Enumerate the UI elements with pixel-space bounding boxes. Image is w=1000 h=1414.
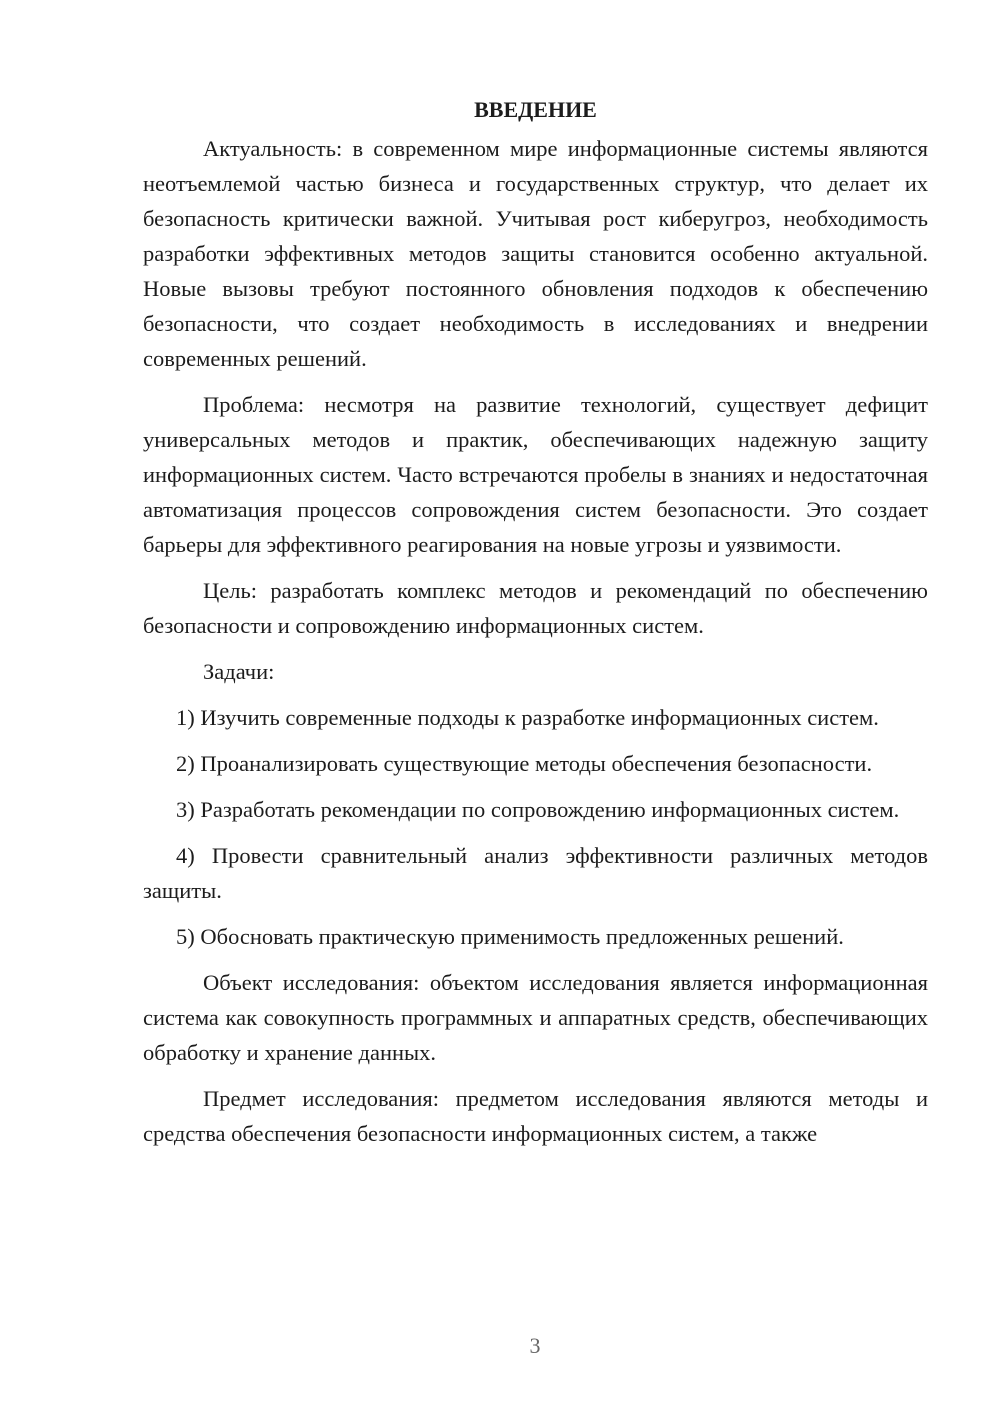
task-item: 4) Провести сравнительный анализ эффективности различных методов защиты.: [143, 843, 928, 903]
task-item: 5) Обосновать практическую применимость предложенных решений.: [176, 924, 844, 949]
section-heading: ВВЕДЕНИЕ: [474, 97, 597, 122]
relevance-paragraph: Актуальность: в современном мире информационные системы являются неотъемлемой частью бизнеса и государственных структур, что делает их безопасность критически важной. Учитывая рост киберугроз, необходимость разработки эффективных методов защиты становится особенно актуальной. Новые вызовы требуют постоянного обновления подходов к обеспечению безопасности, что создает необходимость в исследованиях и внедрении современных решений.: [143, 136, 928, 371]
task-item: 1) Изучить современные подходы к разработке информационных систем.: [176, 705, 879, 730]
object-paragraph: Объект исследования: объектом исследования является информационная система как совокупность программных и аппаратных средств, обеспечивающих обработку и хранение данных.: [143, 970, 928, 1065]
goal-paragraph: Цель: разработать комплекс методов и рекомендаций по обеспечению безопасности и сопровождению информационных систем.: [143, 578, 928, 638]
task-item: 2) Проанализировать существующие методы обеспечения безопасности.: [176, 751, 873, 776]
problem-paragraph: Проблема: несмотря на развитие технологий, существует дефицит универсальных методов и практик, обеспечивающих надежную защиту информационных систем. Часто встречаются пробелы в знаниях и недостаточная автоматизация процессов сопровождения систем безопасности. Это создает барьеры для эффективного реагирования на новые угрозы и уязвимости.: [143, 392, 928, 557]
tasks-label: Задачи:: [203, 659, 275, 684]
page-content: [143, 95, 928, 1162]
task-item: 3) Разработать рекомендации по сопровождению информационных систем.: [176, 797, 900, 822]
subject-paragraph: Предмет исследования: предметом исследования являются методы и средства обеспечения безопасности информационных систем, а также: [143, 1086, 928, 1146]
page-number: 3: [529, 1333, 541, 1358]
